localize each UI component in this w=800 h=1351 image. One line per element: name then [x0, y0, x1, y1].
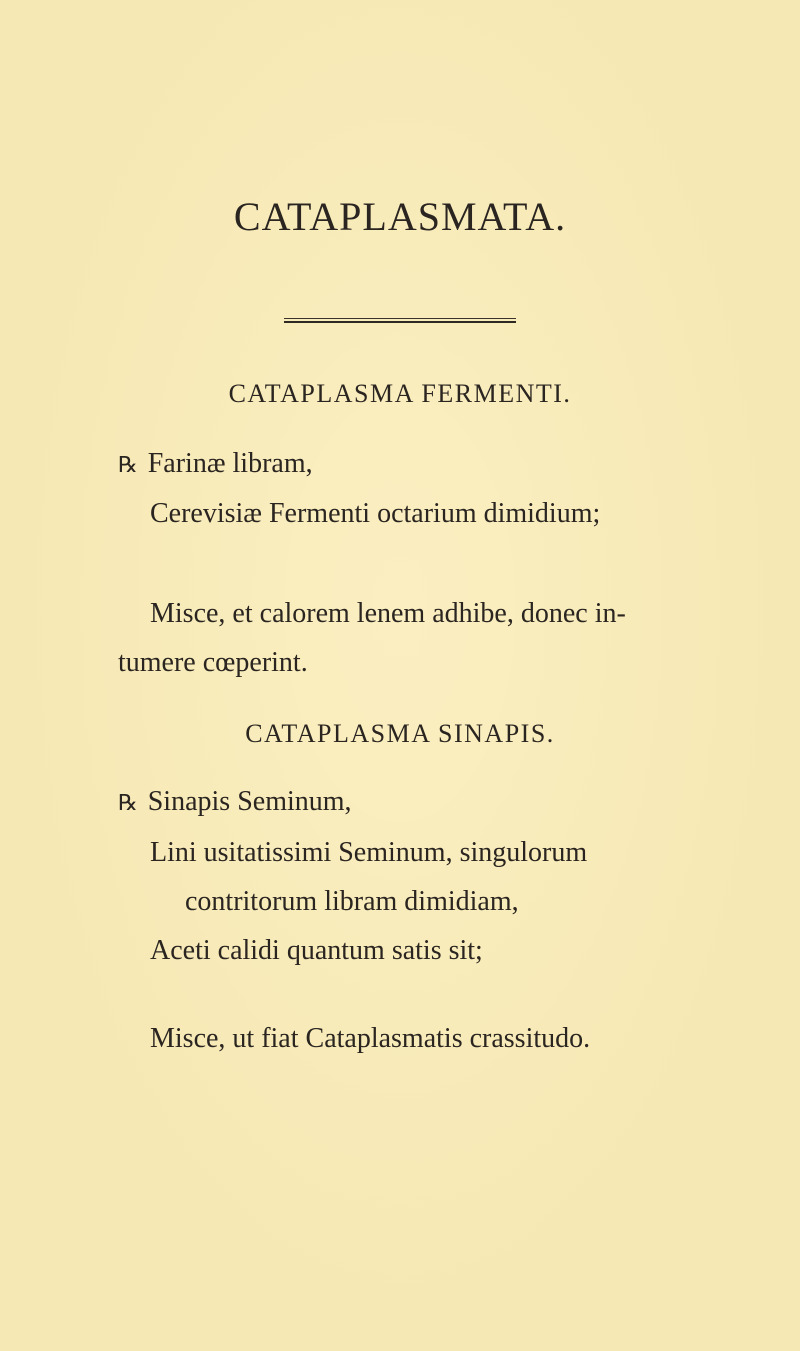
- title-divider-thick: [284, 321, 516, 323]
- recipe-line: contritorum libram dimidiam,: [185, 886, 519, 917]
- section-heading-sinapis: CATAPLASMA SINAPIS.: [245, 719, 555, 748]
- directions-line: Misce, et calorem lenem adhibe, donec in-: [150, 598, 626, 629]
- recipe-symbol-icon: ℞: [118, 452, 138, 477]
- title-divider-thin: [284, 318, 516, 319]
- recipe-line: [118, 446, 313, 483]
- recipe-symbol-icon: ℞: [118, 790, 138, 815]
- recipe-line: Lini usitatissimi Seminum, singulorum: [150, 837, 588, 868]
- recipe-line: Cerevisiæ Fermenti octarium dimidium;: [150, 498, 601, 529]
- recipe-line: Aceti calidi quantum satis sit;: [150, 935, 483, 966]
- directions-line: tumere cœperint.: [118, 647, 308, 678]
- recipe-line-text: Sinapis Seminum,: [147, 786, 352, 817]
- page-title: CATAPLASMATA.: [233, 194, 567, 239]
- recipe-line: [118, 784, 352, 821]
- recipe-line-text: Farinæ libram,: [147, 448, 313, 479]
- directions-line: Misce, ut fiat Cataplasmatis crassitudo.: [150, 1023, 591, 1054]
- section-heading-fermenti: CATAPLASMA FERMENTI.: [228, 379, 572, 408]
